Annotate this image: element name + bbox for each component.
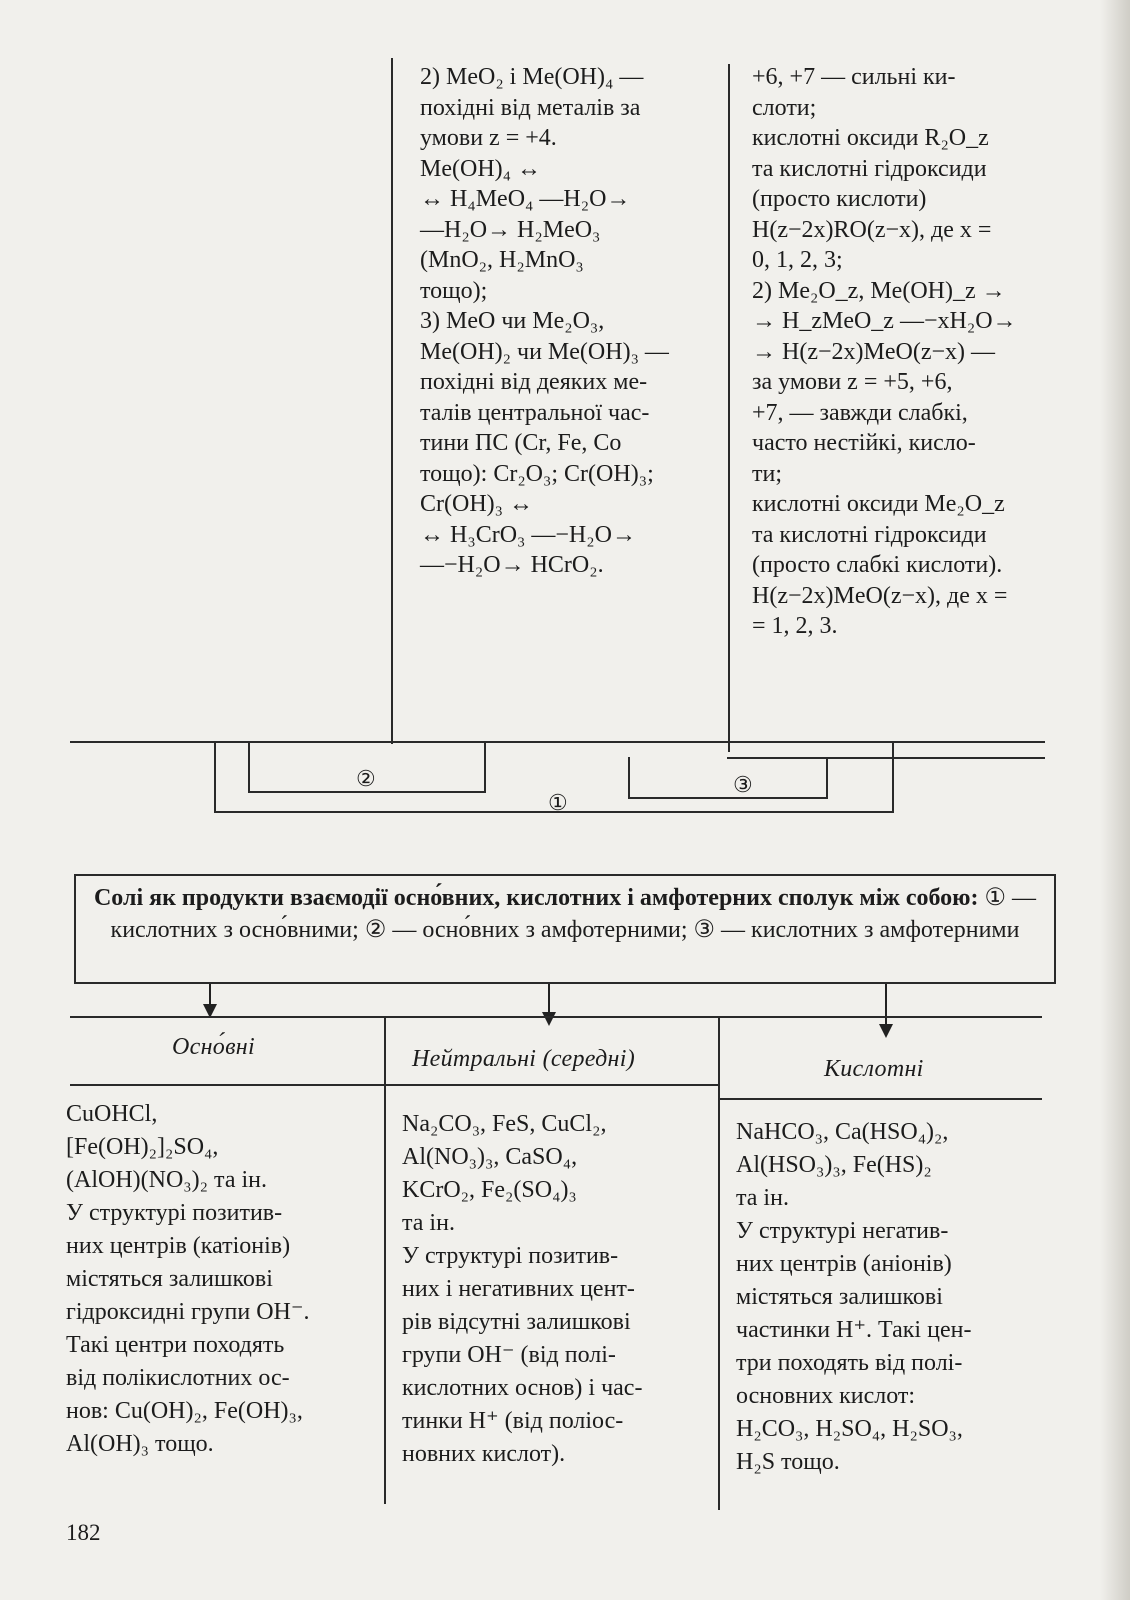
column-header-neutral: Нейтральні (середні) [412, 1046, 636, 1072]
lower-table-top-line [70, 1016, 1042, 1018]
text-line: 0, 1, 2, 3; [752, 247, 843, 273]
column-acidic-content [736, 1116, 1036, 1479]
text-line: них центрів (аніонів) [736, 1251, 952, 1277]
text-line: CuOHCl, [66, 1101, 158, 1127]
column-neutral-content [402, 1108, 702, 1471]
text-line: ↔ H₄MeO₄ —H₂O→ [420, 186, 631, 212]
bracket-label-two: ② [356, 766, 376, 791]
salts-box-text: ① — кислотних з осно́вними; ② — осно́вних з амфотерними; ③ — кислотних з амфотерними [110, 885, 1037, 943]
text-line: Me(OH)₄ ↔ [420, 155, 542, 182]
salts-definition-box [74, 874, 1056, 984]
salts-box-bold-text: Солі як продукти взаємодії осно́вних, кислотних і амфотерних сполук між собою: [93, 885, 979, 911]
text-line: H(z−2x)MeO(z−x), де x = [752, 582, 1008, 609]
text-line: У структурі позитив- [66, 1200, 283, 1226]
text-line: кислотних основ) і час- [402, 1375, 643, 1401]
text-line: Na₂CO₃, FeS, CuCl₂, [402, 1111, 607, 1137]
text-line: гідроксидні групи OH⁻. [66, 1299, 310, 1325]
text-line: ↔ H₃CrO₃ —−H₂O→ [420, 521, 636, 548]
text-line: та кислотні гідроксиди [752, 521, 987, 548]
text-line: —−H₂O→ HCrO₂. [420, 552, 604, 578]
bracket-right-inner [628, 757, 828, 799]
text-line: групи OH⁻ (від полі- [402, 1342, 616, 1368]
bracket-label-one: ① [548, 790, 568, 815]
column-header-basic: Осно́вні [172, 1034, 255, 1060]
text-line: та ін. [736, 1185, 789, 1211]
text-line: У структурі негатив- [736, 1218, 949, 1244]
text-line: від полікислотних ос- [66, 1365, 290, 1391]
lower-header-underline-left [70, 1084, 720, 1086]
text-line: них і негативних цент- [402, 1276, 635, 1302]
text-line: +7, — завжди слабкі, [752, 399, 968, 426]
text-line: тинки H⁺ (від поліос- [402, 1408, 624, 1434]
text-line: (просто слабкі кислоти). [752, 552, 1003, 578]
text-line: 3) MeO чи Me₂O₃, [420, 308, 605, 334]
text-line: тощо): Cr₂O₃; Cr(OH)₃; [420, 460, 654, 487]
text-line: основних кислот: [736, 1383, 916, 1409]
lower-divider-right [718, 1018, 720, 1510]
text-line: кислотні оксиди Me₂O_z [752, 491, 1005, 517]
text-line: містяться залишкові [736, 1284, 943, 1310]
lower-divider-left [384, 1018, 386, 1504]
text-line: +6, +7 — сильні ки- [752, 64, 956, 90]
text-line: Me(OH)₂ чи Me(OH)₃ — [420, 338, 669, 365]
text-line: (просто кислоти) [752, 186, 927, 212]
text-line: та кислотні гідроксиди [752, 155, 987, 182]
text-line: —H₂O→ H₂MeO₃ [420, 216, 601, 243]
text-line: тощо); [420, 277, 488, 304]
text-line: = 1, 2, 3. [752, 613, 838, 639]
text-line: Al(OH)₃ тощо. [66, 1431, 214, 1457]
upper-right-column [752, 62, 1052, 642]
text-line: → H_zMeO_z —−xH₂O→ [752, 308, 1017, 334]
bracket-label-three: ③ [733, 772, 753, 797]
text-line: → H(z−2x)MeO(z−x) — [752, 338, 995, 365]
text-line: новних кислот). [402, 1441, 566, 1467]
text-line: 2) MeO₂ і Me(OH)₄ — [420, 64, 644, 90]
lower-header-underline-right [720, 1098, 1042, 1100]
text-line: слоти; [752, 94, 817, 121]
text-line: (MnO₂, H₂MnO₃ [420, 247, 584, 273]
text-line: KCrO₂, Fe₂(SO₄)₃ [402, 1177, 577, 1203]
text-line: Такі центри походять [66, 1332, 285, 1358]
text-line: Al(NO₃)₃, CaSO₄, [402, 1144, 578, 1170]
text-line: частинки H⁺. Такі цен- [736, 1317, 972, 1343]
arrow-down-icon [537, 984, 561, 1028]
text-line: похідні від металів за [420, 94, 641, 121]
column-header-acidic: Кислотні [824, 1056, 924, 1082]
text-line: NaHCO₃, Ca(HSO₄)₂, [736, 1119, 949, 1145]
arrow-down-icon [874, 984, 898, 1040]
upper-left-divider [391, 58, 393, 744]
text-line: три походять від полі- [736, 1350, 963, 1376]
text-line: них центрів (катіонів) [66, 1233, 291, 1259]
text-line: H₂S тощо. [736, 1449, 840, 1475]
upper-middle-divider [728, 64, 730, 752]
text-line: кислотні оксиди R₂O_z [752, 125, 989, 151]
arrow-down-icon [198, 984, 222, 1020]
text-line: за умови z = +5, +6, [752, 369, 953, 395]
text-line: тини ПС (Cr, Fe, Co [420, 430, 622, 456]
upper-left-column [420, 62, 720, 581]
column-basic-content [66, 1098, 366, 1461]
text-line: та ін. [402, 1210, 455, 1236]
text-line: умови z = +4. [420, 125, 557, 151]
text-line: Cr(OH)₃ ↔ [420, 491, 534, 517]
text-line: 2) Me₂O_z, Me(OH)_z → [752, 277, 1006, 304]
text-line: рів відсутні залишкові [402, 1309, 631, 1335]
text-line: ти; [752, 460, 782, 487]
text-line: похідні від деяких ме- [420, 369, 648, 395]
text-line: часто нестійкі, кисло- [752, 430, 976, 456]
text-line: У структурі позитив- [402, 1243, 619, 1269]
text-line: нов: Cu(OH)₂, Fe(OH)₃, [66, 1398, 303, 1424]
page-number: 182 [66, 1520, 101, 1545]
text-line: талів центральної час- [420, 399, 650, 426]
page-edge-shadow [1100, 0, 1130, 1600]
text-line: містяться залишкові [66, 1266, 273, 1292]
text-line: Al(HSO₃)₃, Fe(HS)₂ [736, 1152, 932, 1178]
text-line: (AlOH)(NO₃)₂ та ін. [66, 1167, 267, 1193]
text-line: H₂CO₃, H₂SO₄, H₂SO₃, [736, 1416, 963, 1442]
text-line: [Fe(OH)₂]₂SO₄, [66, 1134, 219, 1160]
text-line: H(z−2x)RO(z−x), де x = [752, 216, 992, 243]
